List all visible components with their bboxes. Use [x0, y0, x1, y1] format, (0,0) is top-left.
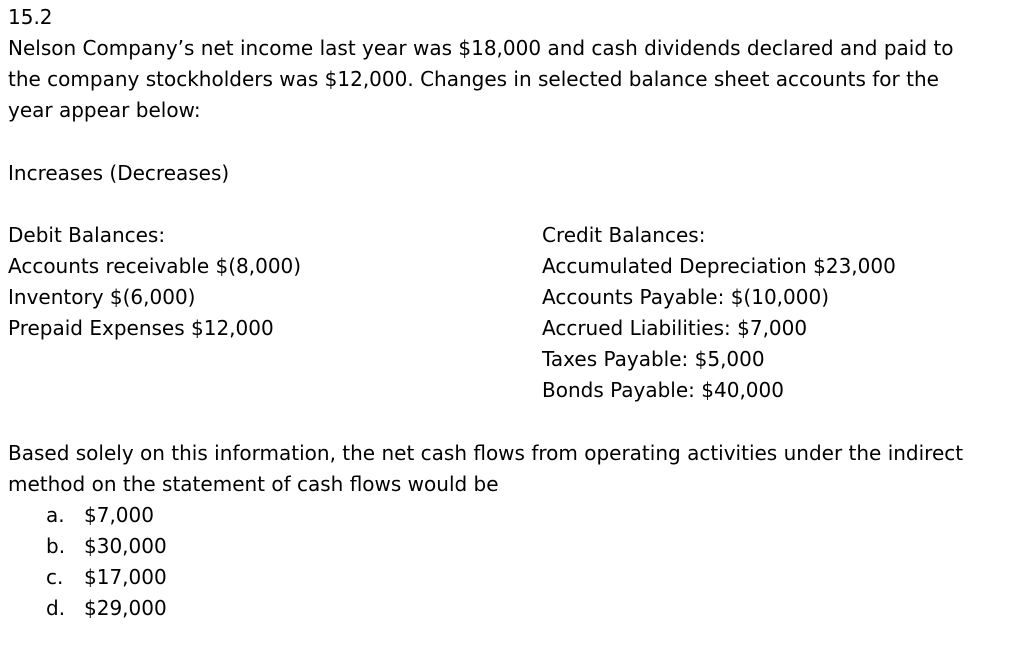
- debit-item-prepaid-expenses: Prepaid Expenses $12,000: [8, 316, 274, 340]
- option-b: [46, 531, 167, 562]
- credit-item-accounts-payable: Accounts Payable: $(10,000): [542, 285, 830, 309]
- problem-number: 15.2: [8, 5, 53, 29]
- option-value: $30,000: [84, 534, 167, 558]
- credit-item-taxes-payable: Taxes Payable: $5,000: [542, 347, 765, 371]
- paragraph-line: year appear below:: [8, 98, 201, 122]
- option-value: $7,000: [84, 503, 154, 527]
- option-value: $29,000: [84, 596, 167, 620]
- credit-heading: Credit Balances:: [542, 223, 706, 247]
- changes-heading: Increases (Decreases): [8, 161, 230, 185]
- debit-heading: Debit Balances:: [8, 223, 166, 247]
- option-letter: d.: [46, 596, 66, 620]
- debit-item-accounts-receivable: Accounts receivable $(8,000): [8, 254, 302, 278]
- credit-item-accumulated-depreciation: Accumulated Depreciation $23,000: [542, 254, 896, 278]
- paragraph-line: Nelson Company’s net income last year was $18,000 and cash dividends declared and paid to: [8, 36, 954, 60]
- option-letter: a.: [46, 503, 65, 527]
- question-line: method on the statement of cash flows would be: [8, 472, 499, 496]
- credit-item-accrued-liabilities: Accrued Liabilities: $7,000: [542, 316, 808, 340]
- option-value: $17,000: [84, 565, 167, 589]
- option-c: [46, 562, 167, 593]
- option-letter: c.: [46, 565, 64, 589]
- paragraph-line: the company stockholders was $12,000. Changes in selected balance sheet accounts for the: [8, 67, 939, 91]
- debit-item-inventory: Inventory $(6,000): [8, 285, 196, 309]
- credit-item-bonds-payable: Bonds Payable: $40,000: [542, 378, 784, 402]
- question-line: Based solely on this information, the net cash flows from operating activities under the indirect: [8, 441, 964, 465]
- option-d: [46, 593, 167, 624]
- option-letter: b.: [46, 534, 66, 558]
- option-a: [46, 500, 154, 531]
